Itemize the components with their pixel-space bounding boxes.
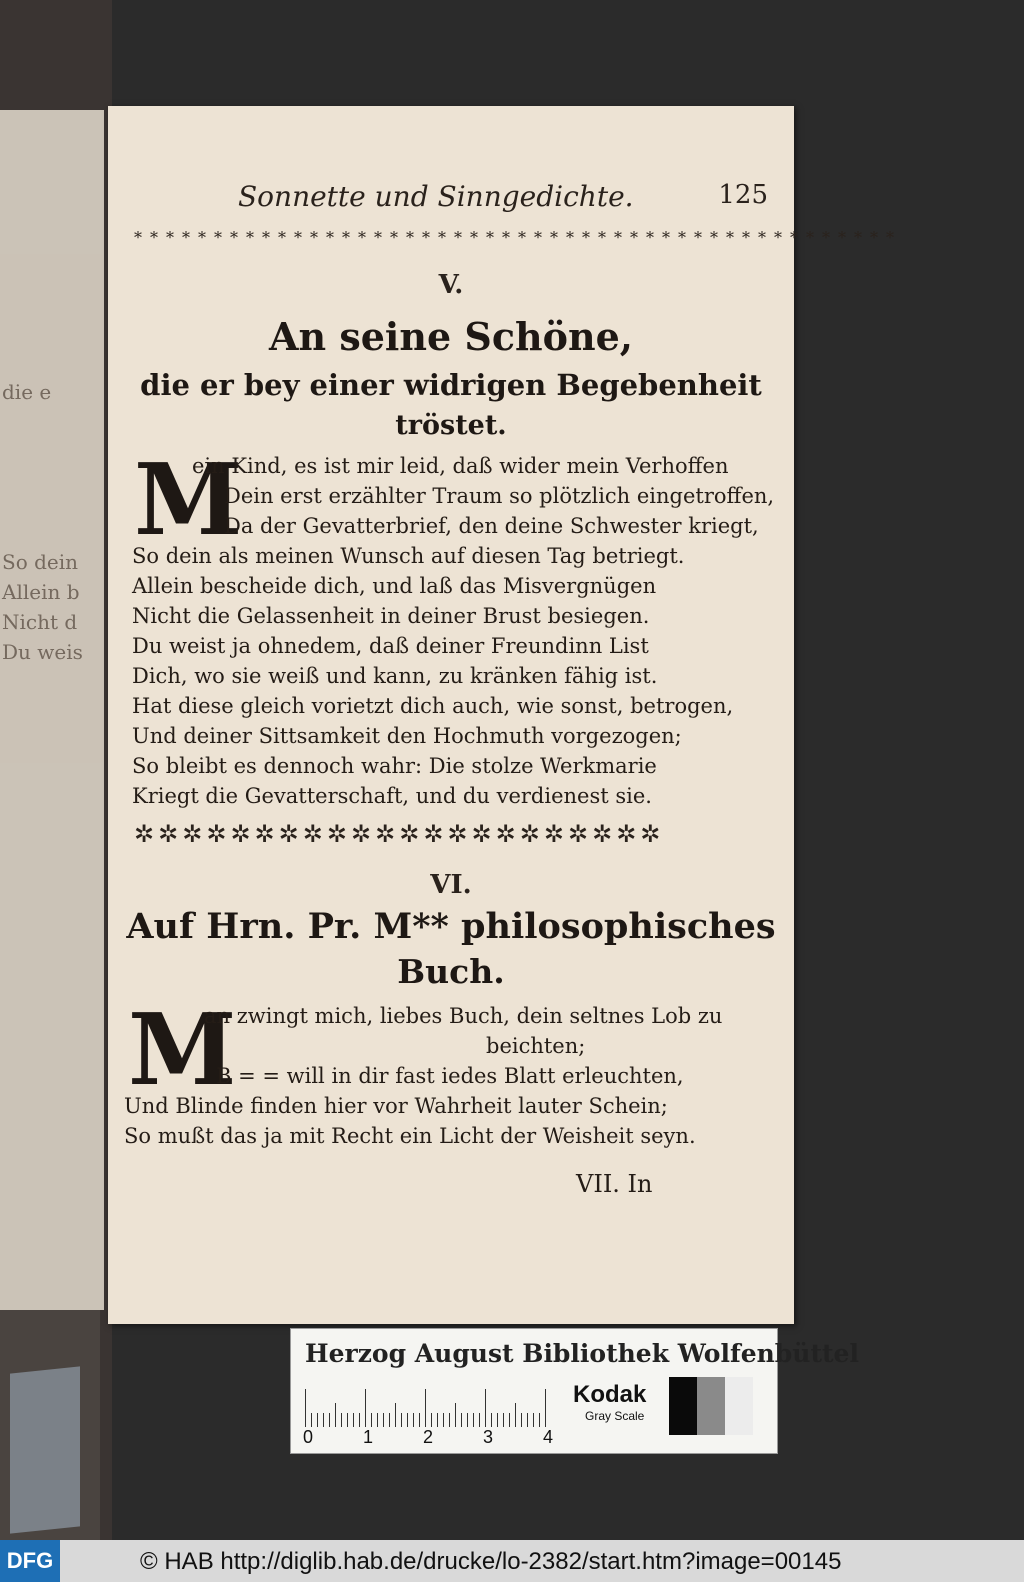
ghost-text: Allein b [2, 580, 80, 604]
section-number-5: V. [438, 270, 464, 300]
scale-number: 4 [543, 1427, 554, 1447]
poem-line: So dein als meinen Wunsch auf diesen Tag betriegt. [132, 544, 685, 568]
poem-line: Du weist ja ohnedem, daß deiner Freundinn List [132, 634, 649, 658]
star-divider: ************************************************ [134, 228, 902, 247]
poem-line: Dich, wo sie weiß und kann, zu kränken fähig ist. [132, 664, 658, 688]
poem-6 [124, 993, 772, 1154]
running-head: Sonnette und Sinngedichte. [238, 180, 634, 213]
poem-line: So bleibt es dennoch wahr: Die stolze Werkmarie [132, 754, 657, 778]
kodak-logo: Kodak [573, 1381, 647, 1408]
swatch-gray [697, 1377, 725, 1435]
scale-number: 3 [483, 1427, 494, 1447]
ghost-text: die e [2, 380, 52, 404]
library-name: Herzog August Bibliothek Wolfenbüttel [305, 1339, 859, 1368]
gray-scale-label: Gray Scale [585, 1409, 645, 1423]
poem-subtitle-5: die er bey einer widrigen Begebenheit [140, 368, 762, 402]
poem-line: Da der Gevatterbrief, den deine Schwester kriegt, [224, 514, 759, 538]
scale-number: 1 [363, 1427, 374, 1447]
credit-link[interactable]: © HAB http://diglib.hab.de/drucke/lo-2382/start.htm?image=00145 [140, 1548, 842, 1575]
poem-line: Nicht die Gelassenheit in deiner Brust besiegen. [132, 604, 650, 628]
poem-line: B = = will in dir fast iedes Blatt erleuchten, [216, 1064, 684, 1088]
poem-title-6: Auf Hrn. Pr. M** philosophisches [126, 906, 776, 947]
catchword: VII. In [576, 1170, 653, 1198]
footer-bar [0, 1540, 1024, 1582]
poem-subtitle-5b: tröstet. [395, 410, 507, 441]
ghost-text: Nicht d [2, 610, 78, 634]
poem-5 [132, 443, 775, 814]
page-number: 125 [718, 180, 768, 210]
swatch-black [669, 1377, 697, 1435]
ghost-text: Du weis [2, 640, 83, 664]
poem-title-6b: Buch. [397, 952, 505, 991]
poem-line: So mußt das ja mit Recht ein Licht der Weisheit seyn. [124, 1124, 696, 1148]
drop-cap: M [134, 443, 243, 558]
scale-number: 0 [303, 1427, 314, 1447]
poem-line: Allein bescheide dich, und laß das Misvergnügen [132, 574, 657, 598]
color-target [290, 1328, 859, 1454]
poem-title-5: An seine Schöne, [269, 314, 633, 359]
previous-card [10, 1366, 80, 1533]
poem-line: Und Blinde finden hier vor Wahrheit lauter Schein; [124, 1094, 668, 1118]
drop-cap: M [128, 993, 237, 1108]
poem-line: Hat diese gleich vorietzt dich auch, wie sonst, betrogen, [132, 694, 734, 718]
ornament-divider: ✲✲✲✲✲✲✲✲✲✲✲✲✲✲✲✲✲✲✲✲✲✲ [134, 820, 665, 848]
page-header [238, 180, 768, 220]
poem-line: Kriegt die Gevatterschaft, und du verdienest sie. [132, 784, 652, 808]
previous-page-edge [0, 110, 104, 1310]
book-page [108, 106, 902, 1324]
poem-line: Dein erst erzählter Traum so plötzlich eingetroffen, [224, 484, 775, 508]
poem-line: Und deiner Sittsamkeit den Hochmuth vorgezogen; [132, 724, 682, 748]
poem-line: ein Kind, es ist mir leid, daß wider mein Verhoffen [192, 454, 729, 478]
ruler [305, 1387, 555, 1427]
poem-line: beichten; [486, 1034, 586, 1058]
ghost-text: So dein [2, 550, 79, 574]
poem-line: an zwingt mich, liebes Buch, dein seltnes Lob zu [204, 1004, 723, 1028]
dfg-logo: DFG [0, 1540, 60, 1582]
section-number-6: VI. [430, 870, 472, 900]
swatch-white [725, 1377, 753, 1435]
scale-number: 2 [423, 1427, 434, 1447]
